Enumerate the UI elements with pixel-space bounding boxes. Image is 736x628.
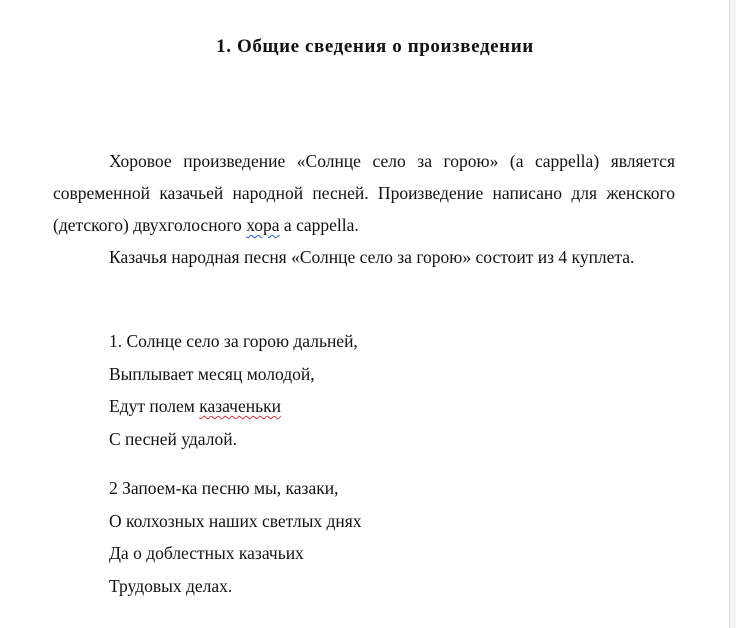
page-gutter <box>730 0 736 628</box>
verse-2[interactable] <box>109 472 362 602</box>
verse-1-line-2: Выплывает месяц молодой, <box>109 363 315 384</box>
verse-1-line-3 <box>109 390 358 423</box>
grammar-flagged-word[interactable]: хора <box>246 215 280 235</box>
structure-paragraph[interactable] <box>53 241 675 273</box>
verse-1-line-3-prefix: Едут полем <box>109 396 200 416</box>
verse-1-line-1: 1. Солнце село за горою дальней, <box>109 331 358 351</box>
intro-paragraph[interactable] <box>53 145 675 241</box>
structure-text: Казачья народная песня «Солнце село за горою» состоит из 4 куплета. <box>109 247 635 267</box>
verse-2-line-4: Трудовых делах. <box>109 575 233 596</box>
intro-text: Хоровое произведение «Солнце село за горою» (a cappella) является современной казачьей народной песней. Произведение написано для женского (детского) двухголосного <box>53 151 675 235</box>
verse-1-line-4: С песней удалой. <box>109 428 237 449</box>
spelling-flagged-word[interactable]: казаченьки <box>199 396 281 416</box>
verse-2-line-2: О колхозных наших светлых днях <box>109 510 362 531</box>
intro-text-end: a cappella. <box>279 215 359 235</box>
verse-2-line-1: 2 Запоем-ка песню мы, казаки, <box>109 478 339 498</box>
section-heading[interactable]: 1. Общие сведения о произведении <box>216 36 534 57</box>
verse-2-line-3: Да о доблестных казачьих <box>109 543 304 563</box>
verse-1[interactable] <box>109 325 358 455</box>
